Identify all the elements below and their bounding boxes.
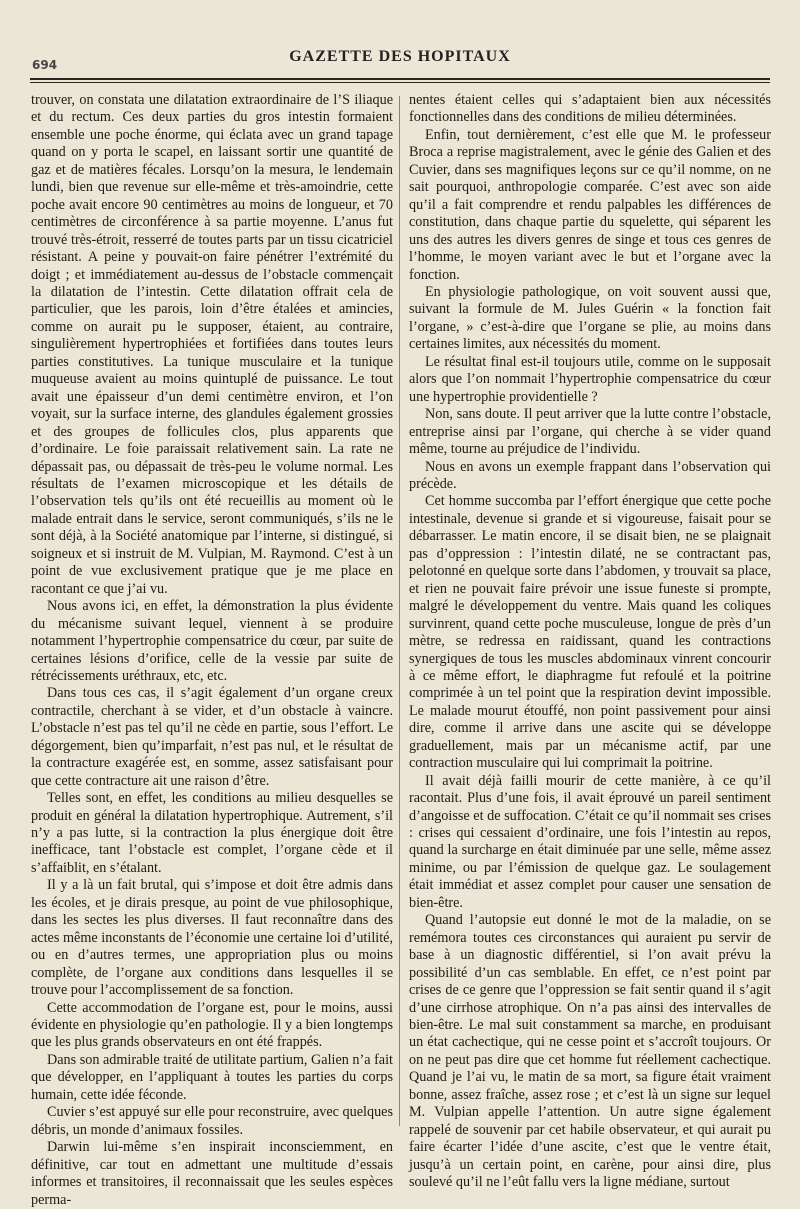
paragraph: Quand l’autopsie eut donné le mot de la maladie, on se remémora toutes ces circonstances qui auraient pu servir de base à un diagnostic différentiel, si l’on avait prévu la possibilité d’un cas semblable. En effet, ce n’est point par crises de ce genre que l’oppression se fait sentir quand il s’agit d’une cirrhose atrophique. On n’a pas ainsi des intervalles de bien-être. Le mal suit constamment sa marche, en produisant un état cachectique, qui ne cesse point et s’accroît toujours. Or on ne peut pas dire que cet homme fut réellement cachectique. Quand je l’ai vu, le matin de sa mort, sa figure était vraiment bonne, assez fraîche, assez rose ; et c’est là un signe sur lequel M. Vulpian appelle l’attention. Un autre signe également rappelé de souvenir par cet habile observateur, et qui aurait pu faire écarter l’idée d’une ascite, c’est que le ventre était, jusqu’à un certain point, en carène, pour ainsi dire, plus soulevé qu’il ne l’eût fallu vers la ligne médiane, surtout bbox=[409, 912, 771, 1191]
paragraph: Dans tous ces cas, il s’agit également d’un organe creux contractile, cherchant à se vider, et d’un obstacle à vaincre. L’obstacle n’est pas tel qu’il ne cède en partie, sous l’effort. Le dégorgement, bien qu’imparfait, n’est pas nul, et le résultat de la contracture exagérée est, en somme, assez satisfaisant pour que cette contracture ait une raison d’être. bbox=[31, 685, 393, 789]
paragraph: Nous en avons un exemple frappant dans l’observation qui précède. bbox=[409, 458, 771, 492]
paragraph: Cette accommodation de l’organe est, pour le moins, aussi évidente en physiologie qu’en pathologie. Il y a bien longtemps que les plus grands observateurs en ont été frappés. bbox=[31, 999, 393, 1051]
paragraph: Enfin, tout dernièrement, c’est elle que M. le professeur Broca a reprise magistralement, avec le génie des Galien et des Cuvier, dans ses magnifiques leçons sur ce qu’il nomme, on ne sait pourquoi, anthropologie comparée. C’est avec son aide qu’il a fait comprendre et rendu palpables les différences de constitution, dans chaque partie du squelette, qui séparent les uns des autres les divers genres de singe et tous ces genres de l’homme, le moyen variant avec le but et l’organe avec la fonction. bbox=[409, 126, 771, 283]
paragraph: Cuvier s’est appuyé sur elle pour reconstruire, avec quelques débris, un monde d’animaux fossiles. bbox=[31, 1104, 393, 1138]
paragraph: Il y a là un fait brutal, qui s’impose et doit être admis dans les écoles, et je dirais presque, au point de vue philosophique, dans les sectes les plus diverses. Il faut reconnaître dans des actes même inconstants de l’économie une certaine loi d’utilité, ou en d’autres termes, une appropriation plus ou moins complète, de l’organe aux conditions dans lesquelles il se trouve pour l’accomplissement de sa fonction. bbox=[31, 877, 393, 999]
right-column bbox=[409, 92, 771, 1191]
page-header bbox=[30, 44, 770, 74]
paragraph: Darwin lui-même s’en inspirait inconsciemment, en définitive, car tout en admettant une multitude d’essais informes et transitoires, il reconnaissait que les seules espèces perma- bbox=[31, 1139, 393, 1208]
paragraph: Il avait déjà failli mourir de cette manière, à ce qu’il racontait. Plus d’une fois, il avait éprouvé un pareil sentiment d’angoisse et de suffocation. C’était ce qu’il nommait ses crises : crises qui cessaient d’ordinaire, une fois l’intestin au repos, quand la surcharge en était diminuée par une selle, même assez minime, ou par l’émission de quelque gaz. Le soulagement était immédiat et assez complet pour causer une sensation de bien-être. bbox=[409, 772, 771, 911]
paragraph: Dans son admirable traité de utilitate partium, Galien n’a fait que développer, en l’appliquant à toutes les parties du corps humain, cette idée féconde. bbox=[31, 1051, 393, 1103]
header-rule-thin bbox=[30, 82, 770, 83]
header-rule bbox=[30, 78, 770, 80]
paragraph: Telles sont, en effet, les conditions au milieu desquelles se produit en général la dilatation hypertrophique. Autrement, s’il n’y a pas lutte, si la contraction la plus énergique doit être inefficace, tant l’obstacle est complet, l’organe cède et il s’affaiblit, en s’étalant. bbox=[31, 790, 393, 876]
paragraph: nentes étaient celles qui s’adaptaient bien aux nécessités fonctionnelles dans des conditions de milieu déterminées. bbox=[409, 92, 771, 126]
page-number: 694 bbox=[32, 58, 58, 72]
left-column bbox=[31, 92, 393, 1208]
paragraph: En physiologie pathologique, on voit souvent aussi que, suivant la formule de M. Jules Guérin « la fonction fait l’organe, » c’est-à-dire que l’organe se plie, au moins dans certaines limites, aux nécessités du moment. bbox=[409, 283, 771, 353]
paragraph: Non, sans doute. Il peut arriver que la lutte contre l’obstacle, entreprise ainsi par l’organe, qui cherche à se vider quand même, tourne au préjudice de l’individu. bbox=[409, 406, 771, 458]
column-divider bbox=[399, 96, 400, 1126]
paragraph: Le résultat final est-il toujours utile, comme on le supposait alors que l’on nommait l’hypertrophie compensatrice du cœur une hypertrophie providentielle ? bbox=[409, 353, 771, 405]
publication-title: GAZETTE DES HOPITAUX bbox=[289, 48, 511, 65]
paragraph: Cet homme succomba par l’effort énergique que cette poche intestinale, devenue si grande et si vigoureuse, faisait pour se débarrasser. Le matin encore, il se disait bien, ne se plaignait pas d’oppression : l’intestin dilaté, ne se contractant pas, pelotonné en quelque sorte dans l’abdomen, y trouvait sa place, et rien ne pouvait faire prévoir une issue funeste si prompte, malgré le développement du ventre. Mais quand les coliques survinrent, quand cette poche musculeuse, longue de près d’un mètre, se redressa en raidissant, quand les contractions synergiques de tous les muscles abdominaux vinrent concourir à ce même effort, le diaphragme fut refoulé et la poitrine comprimée à un tel point que la respiration devint impossible. Le malade mourut étouffé, non point passivement pour ainsi dire, comme il arrive dans une ascite qui se développe graduellement, mais par un mécanisme actif, par une contraction musculaire qui lui comprimait la poitrine. bbox=[409, 493, 771, 772]
paragraph: Nous avons ici, en effet, la démonstration la plus évidente du mécanisme suivant lequel, viennent à se produire notamment l’hypertrophie compensatrice du cœur, par suite de certaines lésions d’orifice, celle de la vessie par suite de rétrécissements uréthraux, etc, etc. bbox=[31, 598, 393, 684]
paragraph: trouver, on constata une dilatation extraordinaire de l’S iliaque et du rectum. Ces deux parties du gros intestin formaient ensemble une poche énorme, qui éclata avec un grand tapage quand on y porta le scapel, en laissant sortir une quantité de gaz et de matières fécales. Lorsqu’on la mesura, le lendemain lundi, bien que revenue sur elle-même et très-amoindrie, cette poche avait encore 90 centimètres au moins de longueur, et 70 centimètres de circonférence à sa partie moyenne. L’anus fut trouvé très-étroit, resserré de toutes parts par un tissu cicatriciel résistant. A peine y pouvait-on faire pénétrer l’extrémité du doigt ; et immédiatement au-dessus de l’obstacle commençait la dilatation de l’intestin. Cette dilatation offrait cela de particulier, que les parois, loin d’être étalées et amincies, comme on aurait pu le supposer, étaient, au contraire, singulièrement hypertrophiées et fortifiées dans toutes leurs parties constitutives. La tunique musculaire et la tunique muqueuse avaient au moins quintuplé de puissance. Le tout avait une épaisseur d’un demi centimètre environ, et l’on voyait, sur la surface interne, des glandules également grossies et des groupes de follicules clos, plus apparents que d’ordinaire. Le foie paraissait relativement sain. La rate ne dépassait pas, ou dépassait de très-peu le volume normal. Les résultats de l’examen microscopique et les détails de l’observation tels qu’ils ont été recueillis au moment où le malade entrait dans le service, seront communiqués, s’ils ne le sont déjà, à la Société anatomique par l’interne, si distingué, si soigneux et si instruit de M. Vulpian, M. Raymond. C’est à un point de vue exclusivement pratique que je me place en racontant ce que j’ai vu. bbox=[31, 92, 393, 597]
